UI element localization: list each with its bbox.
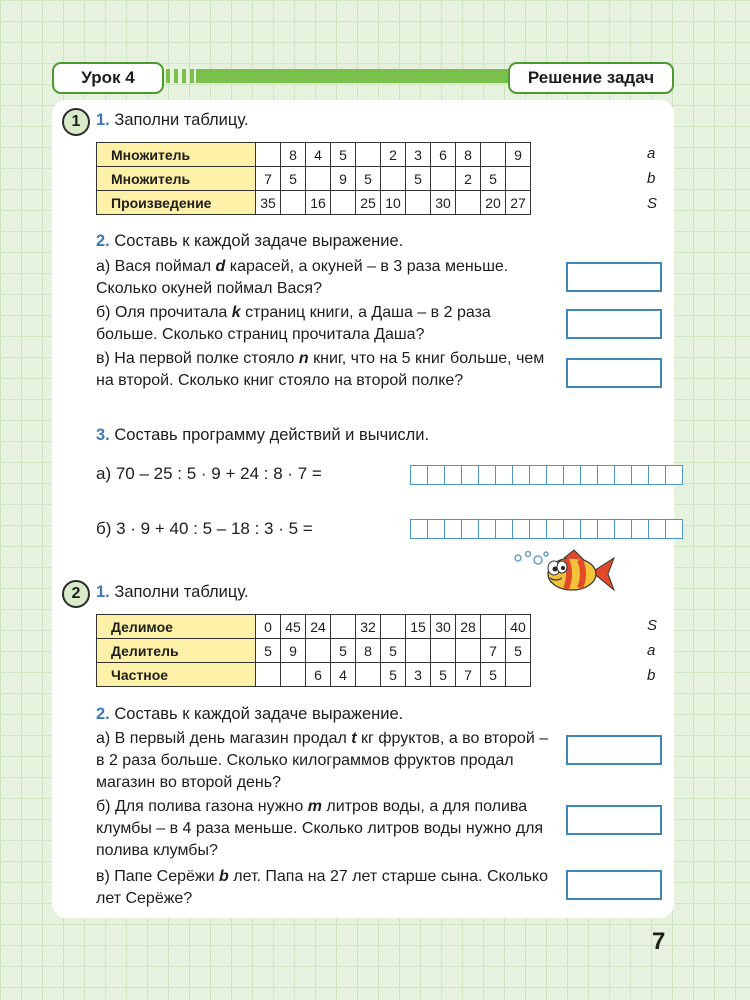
table-row <box>97 615 531 639</box>
problem-text: кг фруктов, а во второй – в 2 раза больше. Сколько килограммов фруктов продал магазин во второй день? <box>96 730 549 791</box>
table-row <box>97 639 531 663</box>
problem-variable: n <box>298 350 309 367</box>
table-cell[interactable]: 24 <box>306 615 331 639</box>
row-variable: S <box>647 195 658 212</box>
table-cell[interactable]: 45 <box>281 615 306 639</box>
row-label: Делимое <box>97 615 256 639</box>
table-cell[interactable]: 7 <box>481 639 506 663</box>
division-table <box>96 614 531 687</box>
problem-text: б) Оля прочитала <box>96 304 232 321</box>
table-cell[interactable] <box>406 191 431 215</box>
table-cell[interactable]: 5 <box>381 663 406 687</box>
table-cell[interactable] <box>506 663 531 687</box>
table-cell[interactable]: 32 <box>356 615 381 639</box>
lesson-label: Урок 4 <box>52 62 164 94</box>
row-variable: b <box>647 667 656 684</box>
table-cell[interactable]: 16 <box>306 191 331 215</box>
table-cell[interactable] <box>331 191 356 215</box>
table-cell[interactable]: 8 <box>456 143 481 167</box>
problem-variable: m <box>307 798 322 815</box>
table-cell[interactable]: 9 <box>281 639 306 663</box>
row-label: Делитель <box>97 639 256 663</box>
table-cell[interactable]: 9 <box>506 143 531 167</box>
task-number: 1. <box>96 111 110 129</box>
problem-variable: b <box>219 868 229 885</box>
answer-box[interactable] <box>566 735 662 765</box>
table-cell[interactable]: 7 <box>456 663 481 687</box>
table-cell[interactable]: 4 <box>306 143 331 167</box>
problem-text: карасей, а окуней – в 3 раза меньше. Сколько окуней поймал Вася? <box>96 258 509 297</box>
table-cell[interactable]: 5 <box>481 167 506 191</box>
table-cell[interactable]: 10 <box>381 191 406 215</box>
table-cell[interactable]: 8 <box>281 143 306 167</box>
table-cell[interactable]: 0 <box>256 615 281 639</box>
table-cell[interactable]: 20 <box>481 191 506 215</box>
table-cell[interactable]: 5 <box>431 663 456 687</box>
table-cell[interactable] <box>481 615 506 639</box>
block1-task2-title <box>96 230 403 252</box>
row-variable: a <box>647 642 656 659</box>
table-cell[interactable] <box>281 191 306 215</box>
row-label: Множитель <box>97 167 256 191</box>
word-problem <box>96 302 556 346</box>
problem-variable: d <box>215 258 226 275</box>
table-cell[interactable] <box>356 663 381 687</box>
header-bar <box>196 69 510 83</box>
table-cell[interactable]: 5 <box>256 639 281 663</box>
table-cell[interactable]: 5 <box>331 639 356 663</box>
row-variable: S <box>647 617 658 634</box>
table-row <box>97 143 531 167</box>
word-problem <box>96 728 556 794</box>
answer-cells[interactable] <box>410 465 682 485</box>
page-number: 7 <box>652 928 666 955</box>
table-row <box>97 167 531 191</box>
table-cell[interactable]: 4 <box>331 663 356 687</box>
problem-text: страниц книги, а Даша – в 2 раза больше. Сколько страниц прочитала Даша? <box>96 304 491 343</box>
word-problem <box>96 796 556 862</box>
problem-text: книг, что на 5 книг больше, чем на второй. Сколько книг стояло на второй полке? <box>96 350 545 389</box>
task-text: Заполни таблицу. <box>114 111 249 129</box>
table-cell[interactable] <box>431 639 456 663</box>
task-text: Составь программу действий и вычисли. <box>114 426 430 444</box>
block2-task1-title <box>96 581 249 603</box>
word-problem <box>96 256 556 300</box>
table-cell[interactable]: 3 <box>406 143 431 167</box>
problem-text: а) В первый день магазин продал <box>96 730 352 747</box>
problem-text: лет. Папа на 27 лет старше сына. Сколько лет Серёже? <box>96 868 548 907</box>
answer-box[interactable] <box>566 358 662 388</box>
table-cell[interactable]: 6 <box>431 143 456 167</box>
table-cell[interactable]: 3 <box>406 663 431 687</box>
table-row <box>97 663 531 687</box>
row-label: Частное <box>97 663 256 687</box>
table-cell[interactable] <box>456 191 481 215</box>
table-cell[interactable]: 5 <box>381 639 406 663</box>
table-cell[interactable] <box>306 167 331 191</box>
problem-text: б) Для полива газона нужно <box>96 798 308 815</box>
table-cell[interactable] <box>431 167 456 191</box>
answer-box[interactable] <box>566 805 662 835</box>
block1-task3-title <box>96 424 429 446</box>
table-cell[interactable] <box>331 615 356 639</box>
row-variable: b <box>647 170 656 187</box>
problem-variable: t <box>351 730 357 747</box>
answer-cells[interactable] <box>410 519 682 539</box>
table-cell[interactable]: 28 <box>456 615 481 639</box>
block2-task2-title <box>96 703 403 725</box>
expression-b: б) 3 · 9 + 40 : 5 – 18 : 3 · 5 = <box>96 519 313 538</box>
table-cell[interactable]: 2 <box>381 143 406 167</box>
problem-variable: k <box>231 304 241 321</box>
table-cell[interactable] <box>256 143 281 167</box>
table-cell[interactable]: 27 <box>506 191 531 215</box>
table-cell[interactable]: 40 <box>506 615 531 639</box>
fish-illustration <box>508 548 618 596</box>
task-number: 3. <box>96 426 110 444</box>
table-cell[interactable]: 2 <box>456 167 481 191</box>
task-text: Заполни таблицу. <box>114 583 249 601</box>
table-cell[interactable]: 35 <box>256 191 281 215</box>
table-cell[interactable]: 30 <box>431 615 456 639</box>
table-cell[interactable]: 5 <box>356 167 381 191</box>
table-cell[interactable]: 5 <box>406 167 431 191</box>
problem-text: в) На первой полке стояло <box>96 350 299 367</box>
block1-task1-title <box>96 109 249 131</box>
table-cell[interactable] <box>406 639 431 663</box>
table-cell[interactable]: 30 <box>431 191 456 215</box>
task-number: 2. <box>96 232 110 250</box>
row-label: Множитель <box>97 143 256 167</box>
table-cell[interactable] <box>381 167 406 191</box>
table-cell[interactable] <box>281 663 306 687</box>
block-2-number: 2 <box>62 580 90 608</box>
topic-label: Решение задач <box>508 62 674 94</box>
table-cell[interactable] <box>506 167 531 191</box>
row-variable: a <box>647 145 656 162</box>
task-text: Составь к каждой задаче выражение. <box>114 232 404 250</box>
table-cell[interactable] <box>481 143 506 167</box>
table-cell[interactable]: 7 <box>256 167 281 191</box>
word-problem <box>96 348 556 392</box>
table-cell[interactable]: 5 <box>331 143 356 167</box>
table-cell[interactable]: 6 <box>306 663 331 687</box>
task-number: 1. <box>96 583 110 601</box>
table-cell[interactable] <box>356 143 381 167</box>
table-row <box>97 191 531 215</box>
word-problem <box>96 866 556 910</box>
multiplication-table <box>96 142 531 215</box>
table-cell[interactable]: 5 <box>481 663 506 687</box>
table-cell[interactable]: 5 <box>506 639 531 663</box>
table-cell[interactable]: 25 <box>356 191 381 215</box>
answer-box[interactable] <box>566 309 662 339</box>
table-cell[interactable] <box>381 615 406 639</box>
problem-text: а) Вася поймал <box>96 258 216 275</box>
table-cell[interactable] <box>456 639 481 663</box>
table-cell[interactable]: 5 <box>281 167 306 191</box>
answer-box[interactable] <box>566 870 662 900</box>
task-text: Составь к каждой задаче выражение. <box>114 705 404 723</box>
row-label: Произведение <box>97 191 256 215</box>
table-cell[interactable]: 9 <box>331 167 356 191</box>
task-number: 2. <box>96 705 110 723</box>
table-cell[interactable]: 8 <box>356 639 381 663</box>
table-cell[interactable]: 15 <box>406 615 431 639</box>
problem-text: литров воды, а для полива клумбы – в 4 раза меньше. Сколько литров воды нужно для полива клумбы? <box>96 798 544 859</box>
block-1-number: 1 <box>62 108 90 136</box>
table-cell[interactable] <box>256 663 281 687</box>
answer-box[interactable] <box>566 262 662 292</box>
table-cell[interactable] <box>306 639 331 663</box>
problem-text: в) Папе Серёжи <box>96 868 220 885</box>
expression-a: а) 70 – 25 : 5 · 9 + 24 : 8 · 7 = <box>96 464 322 483</box>
